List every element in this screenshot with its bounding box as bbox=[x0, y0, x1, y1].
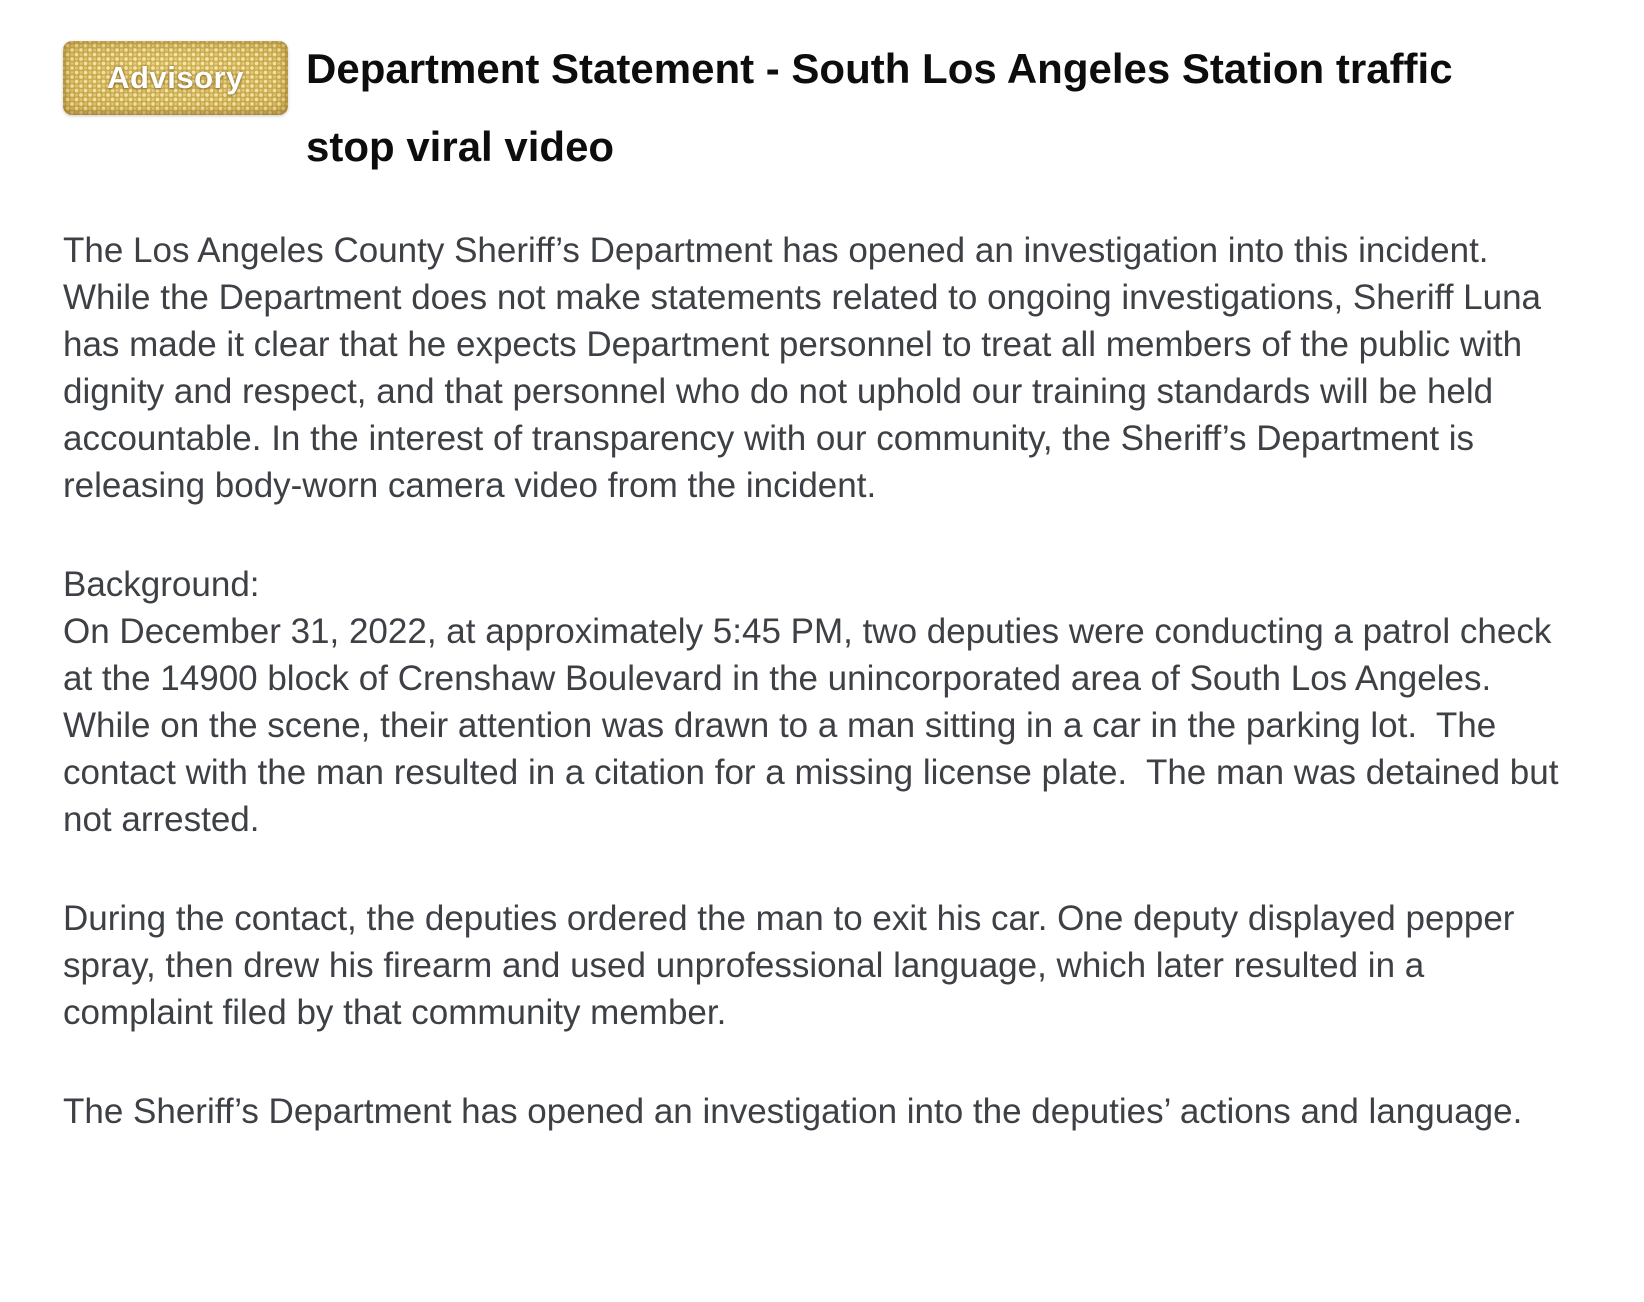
paragraph-during-contact: During the contact, the deputies ordered the man to exit his car. One deputy displayed pepper spray, then drew his firearm and used unprofessional language, which later resulted in a complaint filed by that community member. bbox=[63, 899, 1525, 1032]
statement-body bbox=[63, 227, 1583, 1135]
advisory-badge[interactable] bbox=[63, 41, 288, 115]
page-title: Department Statement - South Los Angeles Station traffic stop viral video bbox=[306, 45, 1453, 170]
paragraph-background bbox=[63, 561, 1583, 843]
header bbox=[63, 30, 1644, 186]
paragraph-intro: The Los Angeles County Sheriff’s Department has opened an investigation into this incident. While the Department does not make statements related to ongoing investigations, Sheriff Luna has made it clear that he expects Department personnel to treat all members of the public with dignity and respect, and that personnel who do not uphold our training standards will be held accountable. In the interest of transparency with our community, the Sheriff’s Department is releasing body-worn camera video from the incident. bbox=[63, 231, 1551, 505]
background-text: On December 31, 2022, at approximately 5:45 PM, two deputies were conducting a patrol check at the 14900 block of Crenshaw Boulevard in the unincorporated area of South Los Angeles. While on the scene, their attention was drawn to a man sitting in a car in the parking lot. The contact with the man resulted in a citation for a missing license plate. The man was detained but not arrested. bbox=[63, 612, 1569, 839]
paragraph-investigation-opened: The Sheriff’s Department has opened an investigation into the deputies’ actions and language. bbox=[63, 1092, 1523, 1131]
advisory-badge-label: Advisory bbox=[107, 60, 244, 95]
background-label: Background: bbox=[63, 565, 260, 604]
